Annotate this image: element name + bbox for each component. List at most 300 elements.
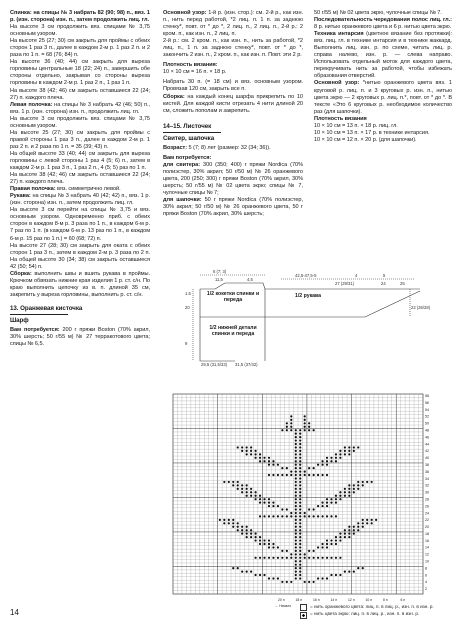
- stitch-dot: [366, 522, 368, 524]
- stitch-dot: [295, 536, 297, 538]
- paragraph: На высоте 36 (40; 44) см закрыть для выреза горловины центральные 18 (22; 24) п., завершить обе стороны отдельно, закрывая со стороны выреза горловины в каждом 2-м р. 1 раз 2 п., 1 раз 1 п.: [10, 59, 150, 87]
- row-label: 12: [425, 552, 429, 557]
- stitch-dot: [353, 450, 355, 452]
- ecru-dot-icon: [300, 612, 307, 619]
- stitch-dot: [295, 539, 297, 541]
- stitch-dot: [232, 481, 234, 483]
- stitch-dot: [348, 491, 350, 493]
- paragraph: 8 р. нитью оранжевого цвета и 6 р. нитью цвета экрю.: [314, 24, 452, 31]
- stitch-dot: [317, 505, 319, 507]
- stitch-dot: [321, 502, 323, 504]
- stitch-dot: [317, 474, 319, 476]
- stitch-dot: [263, 498, 265, 500]
- paragraph: 50 г/55 м) № 02 цвета экрю, чулочные спицы № 7.: [314, 10, 442, 16]
- legend-text: = нить оранжевого цвета: лиц. п. в лиц. р., изн. п. в изн. р.: [310, 604, 434, 609]
- stitch-dot: [357, 526, 359, 528]
- stitch-dot: [299, 481, 301, 483]
- stitch-dot: [272, 557, 274, 559]
- stitch-dot: [219, 519, 221, 521]
- stitch-dot: [268, 464, 270, 466]
- stitch-dot: [272, 515, 274, 517]
- stitch-dot: [272, 577, 274, 579]
- stitch-dot: [304, 419, 306, 421]
- stitch-dot: [344, 446, 346, 448]
- stitch-dot: [277, 464, 279, 466]
- stitch-dot: [263, 539, 265, 541]
- stitch-dot: [295, 512, 297, 514]
- stitch-dot: [295, 446, 297, 448]
- dim-label: 24: [381, 281, 386, 286]
- stitch-dot: [223, 481, 225, 483]
- intarsia-title: Техника интарсия: [314, 31, 364, 38]
- stitch-dot: [286, 474, 288, 476]
- stitch-dot: [357, 488, 359, 490]
- dim-label: 6 (7; 3): [213, 269, 227, 274]
- stitch-dot: [223, 519, 225, 521]
- stitch-dot: [313, 515, 315, 517]
- stitch-dot: [299, 512, 301, 514]
- stitch-dot: [335, 460, 337, 462]
- stitch-dot: [326, 502, 328, 504]
- stitch-dot: [250, 446, 252, 448]
- stitch-dot: [254, 536, 256, 538]
- stitch-dot: [330, 498, 332, 500]
- row-label: 30: [425, 490, 429, 495]
- stitch-dot: [326, 539, 328, 541]
- stitch-dot: [344, 536, 346, 538]
- stitch-dot: [304, 429, 306, 431]
- stitch-dot: [241, 533, 243, 535]
- stitch-dot: [344, 529, 346, 531]
- stitch-dot: [295, 577, 297, 579]
- stitch-dot: [321, 546, 323, 548]
- row-label: 48: [425, 428, 429, 433]
- section-title: 13. Оранжевая кисточка: [10, 304, 83, 312]
- stitch-dot: [304, 553, 306, 555]
- stitch-dot: [259, 453, 261, 455]
- stitch-dot: [348, 453, 350, 455]
- stitch-dot: [295, 467, 297, 469]
- stitch-dot: [299, 464, 301, 466]
- stitch-dot: [286, 515, 288, 517]
- stitch-dot: [237, 484, 239, 486]
- stitch-dot: [295, 574, 297, 576]
- stitch-dot: [299, 495, 301, 497]
- paragraph: *нитью оранжевого цвета вяз. 1 круговой р. лиц. п. и 3 круговых р. изн. п., нитью цвета экрю — 2 круговых р. лиц. п.*, повт. от * до *. В тексте «Это 6 круговых р. необходимое количество раз (для шапочки).: [314, 80, 452, 115]
- stitch-dot: [299, 519, 301, 521]
- stitch-dot: [295, 564, 297, 566]
- stitch-dot: [246, 533, 248, 535]
- stitch-dot: [308, 474, 310, 476]
- stitch-dot: [250, 450, 252, 452]
- stitch-dot: [268, 543, 270, 545]
- stitch-dot: [268, 539, 270, 541]
- stitch-dot: [339, 457, 341, 459]
- stitch-dot: [295, 550, 297, 552]
- stitch-dot: [254, 453, 256, 455]
- stitch-dot: [254, 491, 256, 493]
- stitch-dot: [268, 474, 270, 476]
- stitch-dot: [268, 460, 270, 462]
- stitch-dot: [326, 464, 328, 466]
- row-label: 52: [425, 414, 429, 419]
- gauge-title: Плотность вязания:: [163, 62, 218, 69]
- row-label: 16: [425, 538, 429, 543]
- paragraph: 200 г пряжи Boston (70% акрил, 30% шерсть; 50 г/55 м) № 27 терракотового цвета; спицы № 6,5.: [10, 327, 150, 348]
- stitch-dot: [299, 467, 301, 469]
- stitch-dot: [317, 464, 319, 466]
- stitch-dot: [317, 546, 319, 548]
- stitch-dot: [272, 546, 274, 548]
- stitch-dot: [241, 570, 243, 572]
- stitch-dot: [299, 550, 301, 552]
- stitch-dot: [308, 422, 310, 424]
- stitch-dot: [241, 529, 243, 531]
- stitch-dot: [246, 488, 248, 490]
- stitch-dot: [241, 450, 243, 452]
- stitch-dot: [268, 498, 270, 500]
- stitch-dot: [326, 460, 328, 462]
- stitch-dot: [286, 467, 288, 469]
- stitch-dot: [357, 567, 359, 569]
- divider: [10, 314, 68, 315]
- stitch-dot: [295, 519, 297, 521]
- paragraph: На высоте 3 см перейти на спицы № 3,75 и вяз. основным узором. Одновременно приб. с обеих сторон в каждом 8-м р. 3 раза по 1 п., в каждом 6-м р. 7 раз по 1 п. (в каждом 6-м р. 13 раз по 1 п., в каждом 6-м р. 15 раз по 1 п.) = 60 (68; 72) п.: [10, 207, 150, 242]
- stitch-dot: [290, 429, 292, 431]
- stitch-dot: [237, 488, 239, 490]
- stitch-dot: [281, 467, 283, 469]
- stitch-dot: [308, 429, 310, 431]
- stitch-dot: [308, 515, 310, 517]
- stitch-dot: [326, 577, 328, 579]
- garment-schematic: [185, 269, 431, 367]
- row-label: 6: [425, 573, 427, 578]
- hat-materials-title: для шапочки:: [163, 197, 202, 204]
- stitch-dot: [335, 539, 337, 541]
- stitch-dot: [268, 557, 270, 559]
- section-subtitle: Свитер, шапочка: [163, 134, 215, 142]
- stitch-dot: [362, 484, 364, 486]
- stitch-dot: [348, 526, 350, 528]
- stitch-dot: [250, 453, 252, 455]
- main-pattern-title: Основной узор:: [314, 80, 360, 87]
- stitch-dot: [366, 481, 368, 483]
- stitch-dot: [353, 526, 355, 528]
- stitch-dot: [339, 491, 341, 493]
- stitch-dot: [246, 484, 248, 486]
- stitch-dot: [295, 508, 297, 510]
- paragraph: На высоте 38 (42; 46) см закрыть оставшиеся 22 (24; 27) п. каждого плеча.: [10, 87, 150, 101]
- stitch-dot: [232, 484, 234, 486]
- column-label: 12 п: [348, 598, 355, 602]
- stitch-dot: [313, 581, 315, 583]
- stitch-dot: [299, 474, 301, 476]
- stitch-dot: [254, 450, 256, 452]
- stitch-dot: [308, 581, 310, 583]
- back-instructions: Спинка: на спицы № 3 набрать 82 (90; 98) п., вяз. 1 р. (изн. сторона) изн. п., затем продолжить лиц. гл.: [10, 10, 150, 24]
- stitch-dot: [321, 515, 323, 517]
- stitch-dot: [237, 567, 239, 569]
- stitch-dot: [277, 515, 279, 517]
- stitch-dot: [281, 508, 283, 510]
- stitch-dot: [335, 457, 337, 459]
- stitch-dot: [330, 574, 332, 576]
- stitch-dot: [299, 574, 301, 576]
- stitch-dot: [268, 502, 270, 504]
- stitch-dot: [263, 515, 265, 517]
- stitch-dot: [295, 526, 297, 528]
- stitch-dot: [241, 526, 243, 528]
- materials-title: Вам потребуется:: [163, 154, 212, 161]
- stitch-dot: [299, 498, 301, 500]
- stitch-dot: [259, 457, 261, 459]
- stitch-dot: [335, 543, 337, 545]
- knitting-chart: [168, 389, 438, 614]
- stitch-dot: [241, 484, 243, 486]
- stitch-dot: [335, 453, 337, 455]
- stripes-title: Последовательность чередования полос лиц. гл.:: [314, 17, 452, 24]
- stitch-dot: [308, 426, 310, 428]
- orange-square-icon: [300, 604, 307, 611]
- stitch-dot: [308, 467, 310, 469]
- stitch-dot: [295, 505, 297, 507]
- stitch-dot: [272, 460, 274, 462]
- stitch-dot: [357, 481, 359, 483]
- column-label: 6 п: [400, 598, 406, 602]
- stitch-dot: [246, 453, 248, 455]
- stitch-dot: [371, 481, 373, 483]
- stitch-dot: [281, 429, 283, 431]
- stitch-dot: [246, 491, 248, 493]
- stitch-dot: [281, 474, 283, 476]
- stitch-dot: [290, 553, 292, 555]
- left-front-title: Левая полочка:: [10, 101, 53, 108]
- stitch-dot: [313, 429, 315, 431]
- stitch-dot: [339, 557, 341, 559]
- stitch-dot: [295, 457, 297, 459]
- stitch-dot: [250, 533, 252, 535]
- stitch-dot: [290, 415, 292, 417]
- stitch-dot: [295, 546, 297, 548]
- stitch-dot: [304, 415, 306, 417]
- stitch-dot: [339, 533, 341, 535]
- stitch-dot: [335, 536, 337, 538]
- stitch-dot: [335, 574, 337, 576]
- row-label: 40: [425, 456, 429, 461]
- stitch-dot: [353, 484, 355, 486]
- stitch-dot: [299, 529, 301, 531]
- stitch-dot: [250, 488, 252, 490]
- stitch-dot: [357, 522, 359, 524]
- stitch-dot: [295, 481, 297, 483]
- stitch-dot: [330, 557, 332, 559]
- stitch-dot: [308, 557, 310, 559]
- dim-label: 25: [400, 281, 405, 286]
- stitch-dot: [250, 570, 252, 572]
- section-subtitle: Шарф: [10, 316, 29, 324]
- paragraph: 5 (7; 8) лет (размер: 32 (34; 36)).: [188, 144, 271, 151]
- stitch-dot: [299, 488, 301, 490]
- stitch-dot: [295, 450, 297, 452]
- stitch-dot: [299, 526, 301, 528]
- stitch-dot: [339, 536, 341, 538]
- stitch-dot: [339, 574, 341, 576]
- stitch-dot: [295, 474, 297, 476]
- stitch-dot: [299, 470, 301, 472]
- row-label: 32: [425, 483, 429, 488]
- stitch-dot: [254, 533, 256, 535]
- stitch-dot: [339, 453, 341, 455]
- paragraph: На высоте 3 см продолжить вяз. спицами № 3,75 основным узором.: [10, 24, 150, 38]
- stitch-dot: [290, 557, 292, 559]
- stitch-dot: [344, 450, 346, 452]
- stitch-dot: [232, 519, 234, 521]
- stitch-dot: [286, 429, 288, 431]
- stitch-dot: [299, 539, 301, 541]
- stitch-dot: [317, 515, 319, 517]
- stitch-dot: [295, 429, 297, 431]
- stitch-dot: [317, 577, 319, 579]
- stitch-dot: [295, 453, 297, 455]
- stitch-dot: [348, 529, 350, 531]
- stitch-dot: [304, 426, 306, 428]
- stitch-dot: [263, 502, 265, 504]
- stitch-dot: [299, 446, 301, 448]
- stitch-dot: [330, 543, 332, 545]
- stitch-dot: [259, 543, 261, 545]
- stitch-dot: [246, 529, 248, 531]
- stitch-dot: [321, 460, 323, 462]
- stitch-dot: [254, 495, 256, 497]
- dim-label: 20: [185, 305, 190, 310]
- stitch-dot: [268, 457, 270, 459]
- stitch-dot: [295, 443, 297, 445]
- paragraph: На высоте 3 см продолжить вяз. спицами № 3,75 основным узором.: [10, 115, 150, 129]
- stitch-dot: [295, 433, 297, 435]
- paragraph: 10 × 10 см = 13 п. × 18 р. лиц. гл.: [314, 122, 398, 129]
- stitch-dot: [295, 515, 297, 517]
- stitch-dot: [299, 491, 301, 493]
- stitch-dot: [339, 498, 341, 500]
- stitch-dot: [335, 502, 337, 504]
- column-2: [163, 10, 303, 218]
- stitch-dot: [295, 570, 297, 572]
- stitch-dot: [344, 488, 346, 490]
- section-title: 14–15. Листочек: [163, 122, 212, 130]
- stitch-dot: [299, 567, 301, 569]
- yoke-label: 1/2 кокетки спинки и переда: [206, 291, 260, 303]
- dim-label: 9: [185, 341, 188, 346]
- stitch-dot: [348, 570, 350, 572]
- paragraph: выполнить швы и вшить рукава в проймы. Крючком обвязать нижние края изделия 1 р. ст. с/н. По краю выполнить цепочку из в. п. длиной 35 см, закрепить у выреза горловины, выполнить р. ст. с/н.: [10, 270, 150, 298]
- stitch-dot: [268, 515, 270, 517]
- stitch-dot: [299, 450, 301, 452]
- right-front-title: Правая полочка:: [10, 186, 56, 193]
- stitch-dot: [228, 481, 230, 483]
- stitch-dot: [353, 488, 355, 490]
- paragraph: 10 × 10 см = 12 п. × 20 р. (для шапочки).: [314, 136, 417, 143]
- stitch-dot: [259, 515, 261, 517]
- stitch-dot: [246, 536, 248, 538]
- stitch-dot: [335, 557, 337, 559]
- stitch-dot: [259, 495, 261, 497]
- assembly-title: Сборка:: [163, 93, 185, 100]
- stitch-dot: [344, 491, 346, 493]
- row-label: 44: [425, 442, 429, 447]
- stitch-dot: [299, 436, 301, 438]
- main-pattern-title: Основной узор:: [163, 10, 207, 16]
- stitch-dot: [317, 557, 319, 559]
- stitch-dot: [290, 474, 292, 476]
- stitch-dot: [254, 574, 256, 576]
- chart-svg: [168, 389, 438, 614]
- divider: [163, 132, 221, 133]
- stitch-dot: [299, 429, 301, 431]
- stitch-dot: [348, 533, 350, 535]
- row-label: 20: [425, 525, 429, 530]
- stitch-dot: [348, 495, 350, 497]
- stitch-dot: [286, 581, 288, 583]
- legend-row: [300, 611, 450, 618]
- stitch-dot: [223, 522, 225, 524]
- stitch-dot: [290, 581, 292, 583]
- stitch-dot: [326, 457, 328, 459]
- stitch-dot: [281, 550, 283, 552]
- stitch-dot: [254, 457, 256, 459]
- paragraph: 10 × 10 см = 16 п. × 18 р.: [163, 69, 227, 76]
- stitch-dot: [263, 574, 265, 576]
- lower-label: 1/2 нижней детали спинки и переда: [209, 325, 257, 337]
- stitch-dot: [330, 460, 332, 462]
- stitch-dot: [344, 495, 346, 497]
- stitch-dot: [362, 519, 364, 521]
- stitch-dot: [335, 498, 337, 500]
- age-title: Возраст:: [163, 144, 188, 151]
- stitch-dot: [295, 498, 297, 500]
- stitch-dot: [263, 457, 265, 459]
- stitch-dot: [263, 543, 265, 545]
- stitch-dot: [290, 419, 292, 421]
- stitch-dot: [237, 446, 239, 448]
- stitch-dot: [348, 446, 350, 448]
- stitch-dot: [237, 522, 239, 524]
- column-label: 18 п: [295, 598, 303, 602]
- stitch-dot: [232, 567, 234, 569]
- stitch-dot: [281, 557, 283, 559]
- stitch-dot: [246, 450, 248, 452]
- paragraph: Набрать 30 п. (= 18 см) и вяз. основным узором. Провязав 120 см, закрыть все п.: [163, 79, 303, 93]
- row-label: 36: [425, 469, 429, 474]
- stitch-dot: [277, 474, 279, 476]
- stitch-dot: [286, 422, 288, 424]
- stitch-dot: [339, 539, 341, 541]
- row-label: 10: [425, 559, 429, 564]
- paragraph: На высоте 25 (27; 30) см закрыть для проймы с правой стороны 1 раз 3 п., далее в каждом 2-м р. 1 раз 2 п. и 2 раза по 1 п. = 35 (39; 43) п.: [10, 129, 150, 150]
- stitch-dot: [295, 484, 297, 486]
- column-3: [314, 10, 452, 144]
- stitch-dot: [366, 519, 368, 521]
- stitch-dot: [237, 529, 239, 531]
- stitch-dot: [299, 543, 301, 545]
- row-label: 28: [425, 497, 429, 502]
- stitch-dot: [250, 491, 252, 493]
- stitch-dot: [246, 526, 248, 528]
- stitch-dot: [326, 515, 328, 517]
- row-label: 50: [425, 421, 429, 426]
- stitch-dot: [259, 536, 261, 538]
- stitch-dot: [232, 522, 234, 524]
- paragraph: на спицы № 3 набрать 42 (46; 50) п., вяз. 1 р. (изн. сторона) изн. п., продолжить лиц. гл.: [10, 101, 150, 115]
